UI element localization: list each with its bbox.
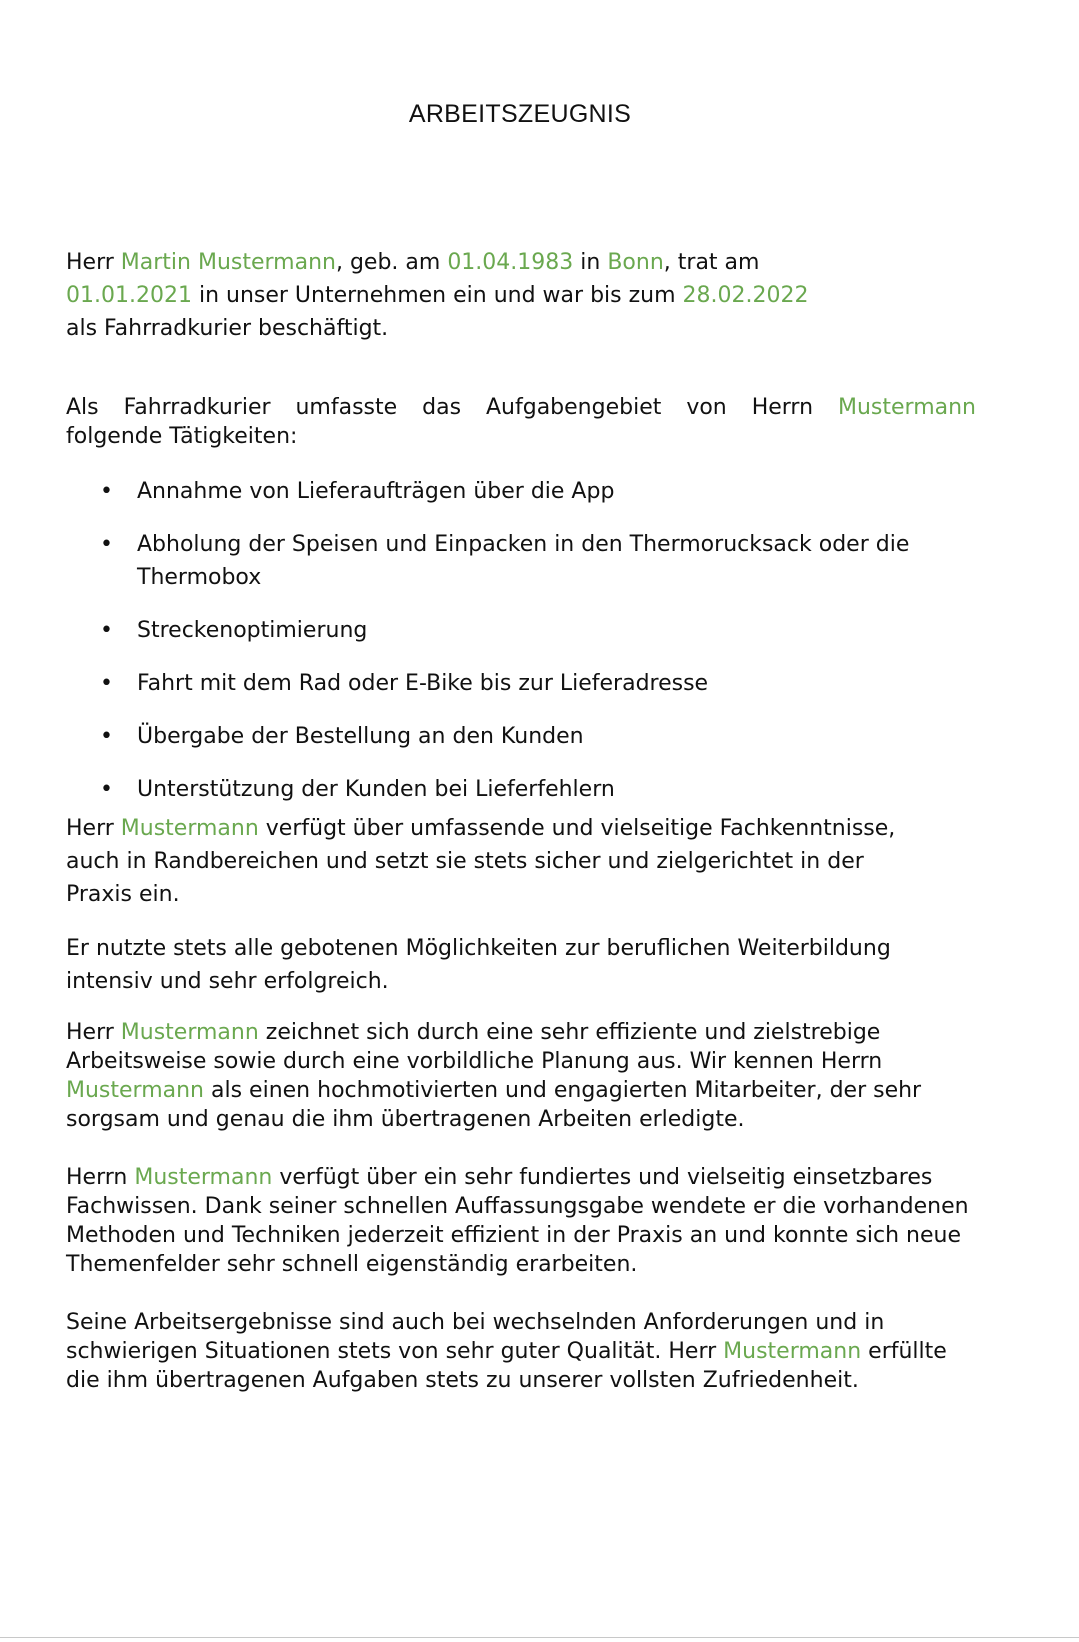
- results-paragraph: [66, 1308, 976, 1395]
- bullet-icon: •: [100, 777, 113, 802]
- intro-text: als Fahrradkurier beschäftigt.: [66, 316, 389, 341]
- task-text: Übergabe der Bestellung an den Kunden: [137, 724, 584, 749]
- tasks-intro-line: folgende Tätigkeiten:: [66, 424, 298, 449]
- bullet-icon: •: [100, 479, 113, 504]
- employee-surname: Mustermann: [723, 1339, 862, 1364]
- list-item: [66, 667, 976, 700]
- task-text: Abholung der Speisen und Einpacken in den Thermorucksack oder die Thermobox: [137, 532, 910, 590]
- task-list: [66, 475, 976, 806]
- task-text: Fahrt mit dem Rad oder E-Bike bis zur Lieferadresse: [137, 671, 709, 696]
- list-item: [66, 528, 917, 594]
- birth-date: 01.04.1983: [447, 250, 574, 275]
- intro-text: , trat am: [663, 250, 760, 275]
- bullet-icon: •: [100, 532, 113, 557]
- bullet-icon: •: [100, 618, 113, 643]
- employee-surname: Mustermann: [66, 1078, 205, 1103]
- employee-surname: Mustermann: [120, 1020, 259, 1045]
- list-item: [66, 720, 976, 753]
- paragraph-text: Herrn: [66, 1165, 135, 1190]
- knowledge-paragraph: [66, 812, 896, 911]
- task-text: Unterstützung der Kunden bei Lieferfehlern: [137, 777, 615, 802]
- intro-text: Herr: [66, 250, 121, 275]
- expertise-paragraph: [66, 1163, 976, 1279]
- paragraph-text: als einen hochmotivierten und engagierten Mitarbeiter, der sehr sorgsam und genau die ihm übertragenen Arbeiten erledigte.: [66, 1078, 922, 1132]
- task-text: Streckenoptimierung: [137, 618, 368, 643]
- paragraph-text: erfüllte die ihm übertragenen Aufgaben stets zu unserer vollsten Zufriedenheit.: [66, 1339, 947, 1393]
- list-item: [66, 475, 976, 508]
- bullet-icon: •: [100, 671, 113, 696]
- employee-name: Martin Mustermann: [120, 250, 336, 275]
- workstyle-paragraph: [66, 1018, 976, 1134]
- tasks-intro-line: [66, 393, 976, 422]
- list-item: [66, 614, 976, 647]
- paragraph-text: Herr: [66, 816, 121, 841]
- paragraph-text: verfügt über umfassende und vielseitige Fachkenntnisse, auch in Randbereichen und setzt sie stets sicher und zielgerichtet in der Praxis ein.: [66, 816, 896, 907]
- paragraph-text: zeichnet sich durch eine sehr effiziente und zielstrebige Arbeitsweise sowie durch eine vorbildliche Planung aus. Wir kennen Herrn: [66, 1020, 883, 1074]
- bullet-icon: •: [100, 724, 113, 749]
- intro-text: in: [573, 250, 608, 275]
- employee-surname: Mustermann: [120, 816, 259, 841]
- list-item: [66, 773, 976, 806]
- birth-place: Bonn: [607, 250, 664, 275]
- document-title: ARBEITSZEUGNIS: [408, 100, 632, 128]
- task-text: Annahme von Lieferaufträgen über die App: [137, 479, 615, 504]
- tasks-intro-text: Als Fahrradkurier umfasste das Aufgabengebiet von Herrn: [66, 395, 838, 420]
- document-body: [66, 246, 976, 1395]
- intro-text: , geb. am: [335, 250, 448, 275]
- end-date: 28.02.2022: [682, 283, 809, 308]
- tasks-intro: [66, 393, 976, 451]
- start-date: 01.01.2021: [66, 283, 192, 308]
- training-paragraph: Er nutzte stets alle gebotenen Möglichkeiten zur beruflichen Weiterbildung intensiv und sehr erfolgreich.: [66, 936, 891, 994]
- intro-text: in unser Unternehmen ein und war bis zum: [191, 283, 683, 308]
- paragraph-text: verfügt über ein sehr fundiertes und vielseitig einsetzbares Fachwissen. Dank seiner schnellen Auffassungsgabe wendete er die vorhandenen Methoden und Techniken jederzeit effizient in der Praxis an und konnte sich neue Themenfelder sehr schnell eigenständig erarbeiten.: [66, 1165, 969, 1277]
- paragraph-text: Seine Arbeitsergebnisse sind auch bei wechselnden Anforderungen und in schwierigen Situationen stets von sehr guter Qualität. Herr: [66, 1310, 885, 1364]
- paragraph-text: Herr: [66, 1020, 121, 1045]
- employee-surname: Mustermann: [837, 395, 976, 420]
- intro-paragraph: [66, 246, 816, 345]
- employee-surname: Mustermann: [134, 1165, 273, 1190]
